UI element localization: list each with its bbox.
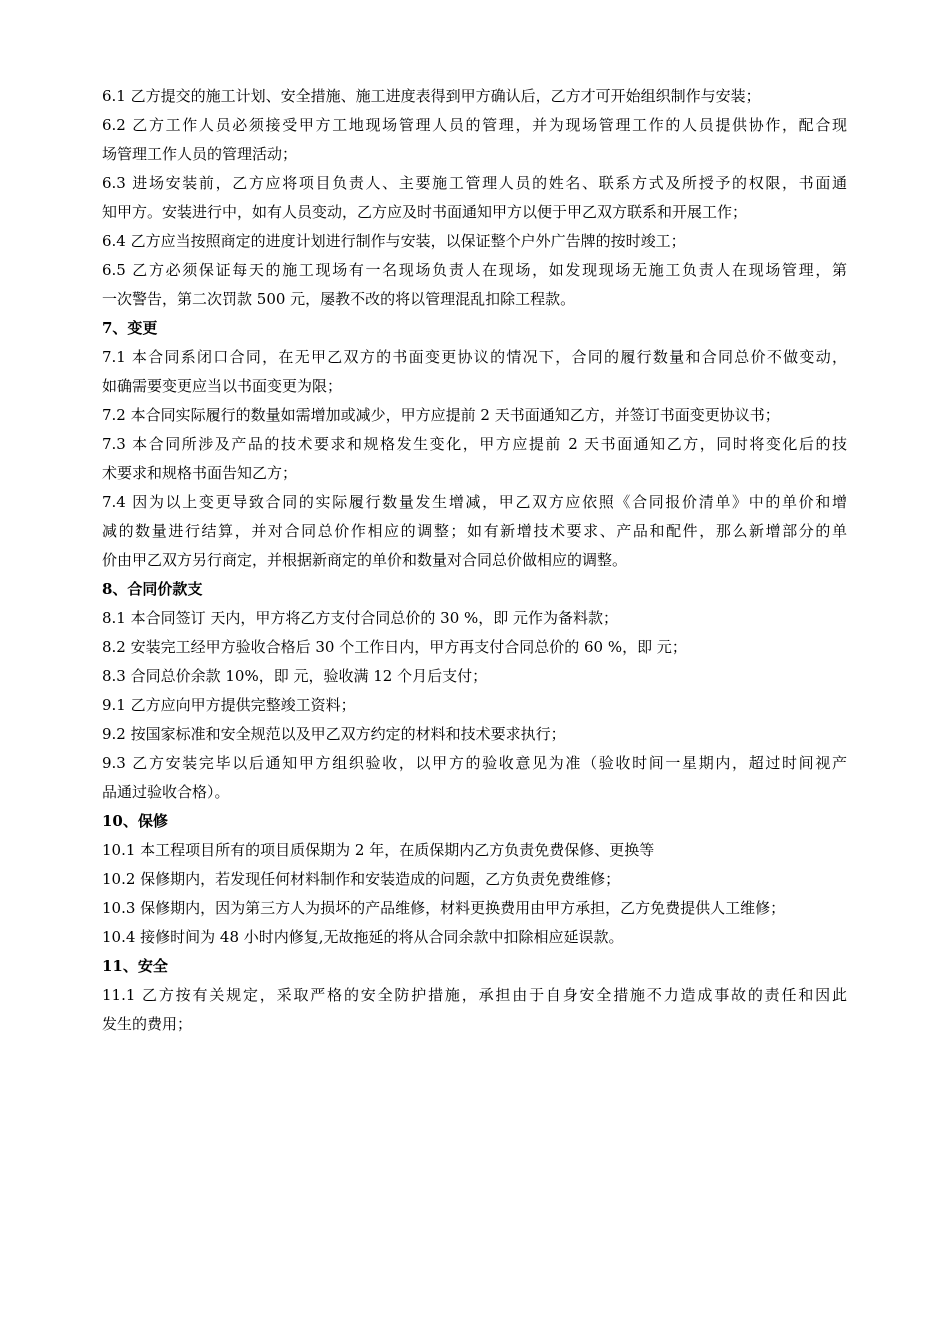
clause-10-4: 10.4 接修时间为 48 小时内修复,无故拖延的将从合同余款中扣除相应延误款。: [102, 928, 624, 946]
clause-8-1: 8.1 本合同签订 天内，甲方将乙方支付合同总价的 30 %，即 元作为备料款；: [102, 609, 619, 627]
clause-7-3-cont: 术要求和规格书面告知乙方；: [102, 464, 298, 482]
clause-6-4: 6.4 乙方应当按照商定的进度计划进行制作与安装，以保证整个户外广告牌的按时竣工；: [102, 232, 686, 250]
clause-9-2: 9.2 按国家标准和安全规范以及甲乙双方约定的材料和技术要求执行；: [102, 725, 566, 743]
clause-7-1: 7.1 本合同系闭口合同，在无甲乙双方的书面变更协议的情况下，合同的履行数量和合同总价不做变动，: [102, 348, 847, 366]
clause-6-5: 6.5 乙方必须保证每天的施工现场有一名现场负责人在现场，如发现现场无施工负责人在现场管理，第: [102, 261, 847, 279]
section-heading-11: 11、安全: [102, 957, 168, 975]
clause-6-1: 6.1 乙方提交的施工计划、安全措施、施工进度表得到甲方确认后，乙方才可开始组织制作与安装；: [102, 87, 761, 105]
clause-7-4: 7.4 因为以上变更导致合同的实际履行数量发生增减，甲乙双方应依照《合同报价清单》中的单价和增: [102, 493, 847, 511]
clause-7-3: 7.3 本合同所涉及产品的技术要求和规格发生变化，甲方应提前 2 天书面通知乙方，同时将变化后的技: [102, 435, 847, 453]
clause-7-4-cont-1: 减的数量进行结算，并对合同总价作相应的调整；如有新增技术要求、产品和配件，那么新增部分的单: [102, 522, 847, 540]
clause-10-2: 10.2 保修期内，若发现任何材料制作和安装造成的问题，乙方负责免费维修；: [102, 870, 621, 888]
clause-6-3-cont: 知甲方。安装进行中，如有人员变动，乙方应及时书面通知甲方以便于甲乙双方联系和开展工作；: [102, 203, 748, 221]
clause-7-2: 7.2 本合同实际履行的数量如需增加或减少，甲方应提前 2 天书面通知乙方，并签订书面变更协议书；: [102, 406, 780, 424]
clause-9-3-cont: 品通过验收合格）。: [102, 783, 230, 801]
section-heading-10: 10、保修: [102, 812, 168, 830]
clause-6-3: 6.3 进场安装前，乙方应将项目负责人、主要施工管理人员的姓名、联系方式及所授予的权限，书面通: [102, 174, 847, 192]
clause-7-1-cont: 如确需要变更应当以书面变更为限；: [102, 377, 343, 395]
clause-10-3: 10.3 保修期内，因为第三方人为损坏的产品维修，材料更换费用由甲方承担，乙方免费提供人工维修；: [102, 899, 786, 917]
clause-6-5-cont: 一次警告，第二次罚款 500 元，屡教不改的将以管理混乱扣除工程款。: [102, 290, 576, 308]
clause-10-1: 10.1 本工程项目所有的项目质保期为 2 年，在质保期内乙方负责免费保修、更换等: [102, 841, 655, 859]
section-heading-7: 7、变更: [102, 319, 158, 337]
clause-6-2: 6.2 乙方工作人员必须接受甲方工地现场管理人员的管理，并为现场管理工作的人员提供协作，配合现: [102, 116, 847, 134]
clause-9-3: 9.3 乙方安装完毕以后通知甲方组织验收，以甲方的验收意见为准（验收时间一星期内，超过时间视产: [102, 754, 847, 772]
clause-9-1: 9.1 乙方应向甲方提供完整竣工资料；: [102, 696, 356, 714]
clause-11-1: 11.1 乙方按有关规定，采取严格的安全防护措施，承担由于自身安全措施不力造成事故的责任和因此: [102, 986, 847, 1004]
clause-11-1-cont: 发生的费用；: [102, 1015, 193, 1033]
clause-7-4-cont-2: 价由甲乙双方另行商定，并根据新商定的单价和数量对合同总价做相应的调整。: [102, 551, 628, 569]
clause-8-3: 8.3 合同总价余款 10%，即 元，验收满 12 个月后支付；: [102, 667, 488, 685]
clause-8-2: 8.2 安装完工经甲方验收合格后 30 个工作日内，甲方再支付合同总价的 60 %，即 元；: [102, 638, 687, 656]
clause-6-2-cont: 场管理工作人员的管理活动；: [102, 145, 298, 163]
section-heading-8: 8、合同价款支: [102, 580, 203, 598]
document-page: [102, 86, 847, 1043]
